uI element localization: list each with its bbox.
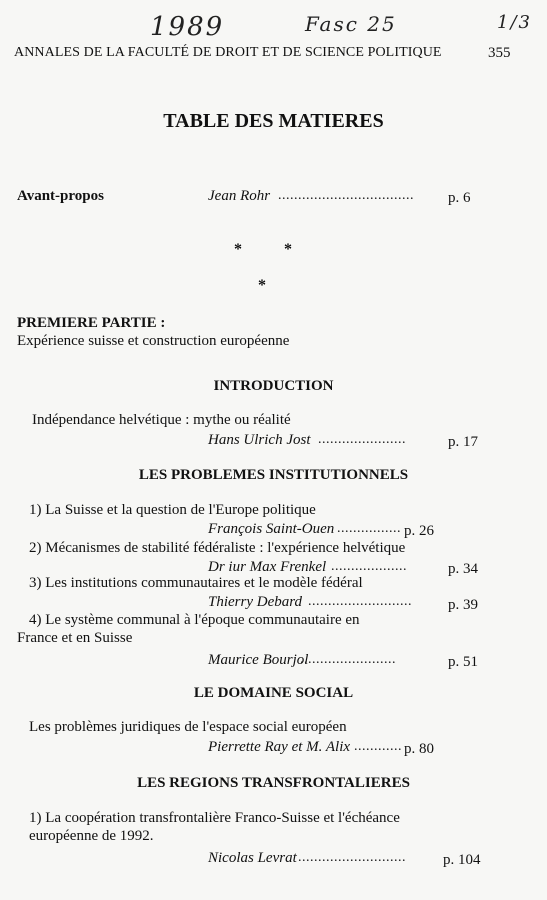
separator-star: * [258,277,266,294]
separator-star: * [234,241,242,258]
entry-author: Nicolas Levrat [208,850,297,866]
entry-title: 1) La Suisse et la question de l'Europe politique [29,502,316,518]
entry-author: François Saint-Ouen [208,521,335,537]
entry-title: 3) Les institutions communautaires et le modèle fédéral [29,575,363,591]
entry-author: Dr iur Max Frenkel [208,559,327,575]
entry-leader: ................ [337,521,401,536]
section-heading-social: LE DOMAINE SOCIAL [193,685,354,701]
part-heading: PREMIERE PARTIE : [17,315,166,331]
entry-title: 4) Le système communal à l'époque communautaire en [29,612,360,628]
separator-star: * [284,241,292,258]
entry-page: p. 51 [448,654,478,670]
avant-propos-author: Jean Rohr [208,188,271,204]
entry-author: Hans Ulrich Jost [208,432,311,448]
entry-leader: .......................... [308,594,412,609]
entry-title-continued: France et en Suisse [17,630,133,646]
entry-page: p. 39 [448,597,478,613]
handwritten-fasc: Fasc 25 [305,12,397,36]
entry-author: Pierrette Ray et M. Alix [208,739,351,755]
entry-title: Les problèmes juridiques de l'espace social européen [29,719,347,735]
entry-author: Thierry Debard [208,594,303,610]
section-heading-institutionnels: LES PROBLEMES INSTITUTIONNELS [138,467,409,483]
entry-leader: ........................ [300,652,396,667]
avant-propos-label: Avant-propos [17,188,104,204]
part-subtitle: Expérience suisse et construction européenne [17,333,290,349]
entry-page: p. 26 [404,523,434,539]
entry-title: 2) Mécanismes de stabilité fédéraliste : l'expérience helvétique [29,540,406,556]
entry-title: 1) La coopération transfrontalière Franco-Suisse et l'échéance [29,810,400,826]
running-header: ANNALES DE LA FACULTÉ DE DROIT ET DE SCIENCE POLITIQUE [14,45,442,60]
page-number: 355 [488,45,511,61]
entry-author: Maurice Bourjol [208,652,309,668]
entry-leader: ............ [354,739,402,754]
handwritten-year: 1989 [150,12,225,42]
handwritten-fraction: 1/3 [497,12,532,33]
entry-page: p. 104 [443,852,481,868]
entry-title: Indépendance helvétique : mythe ou réalité [32,412,291,428]
entry-leader: ...................... [318,432,406,447]
entry-leader: ........................... [298,850,406,865]
entry-leader: ................... [331,559,407,574]
entry-title-continued: européenne de 1992. [29,828,154,844]
entry-page: p. 34 [448,561,478,577]
entry-page: p. 17 [448,434,478,450]
section-heading-introduction: INTRODUCTION [213,378,334,394]
avant-propos-page: p. 6 [448,190,471,206]
entry-page: p. 80 [404,741,434,757]
avant-propos-leader: .................................. [278,188,414,203]
page-title: TABLE DES MATIERES [163,110,384,132]
section-heading-regions: LES REGIONS TRANSFRONTALIERES [137,775,410,791]
